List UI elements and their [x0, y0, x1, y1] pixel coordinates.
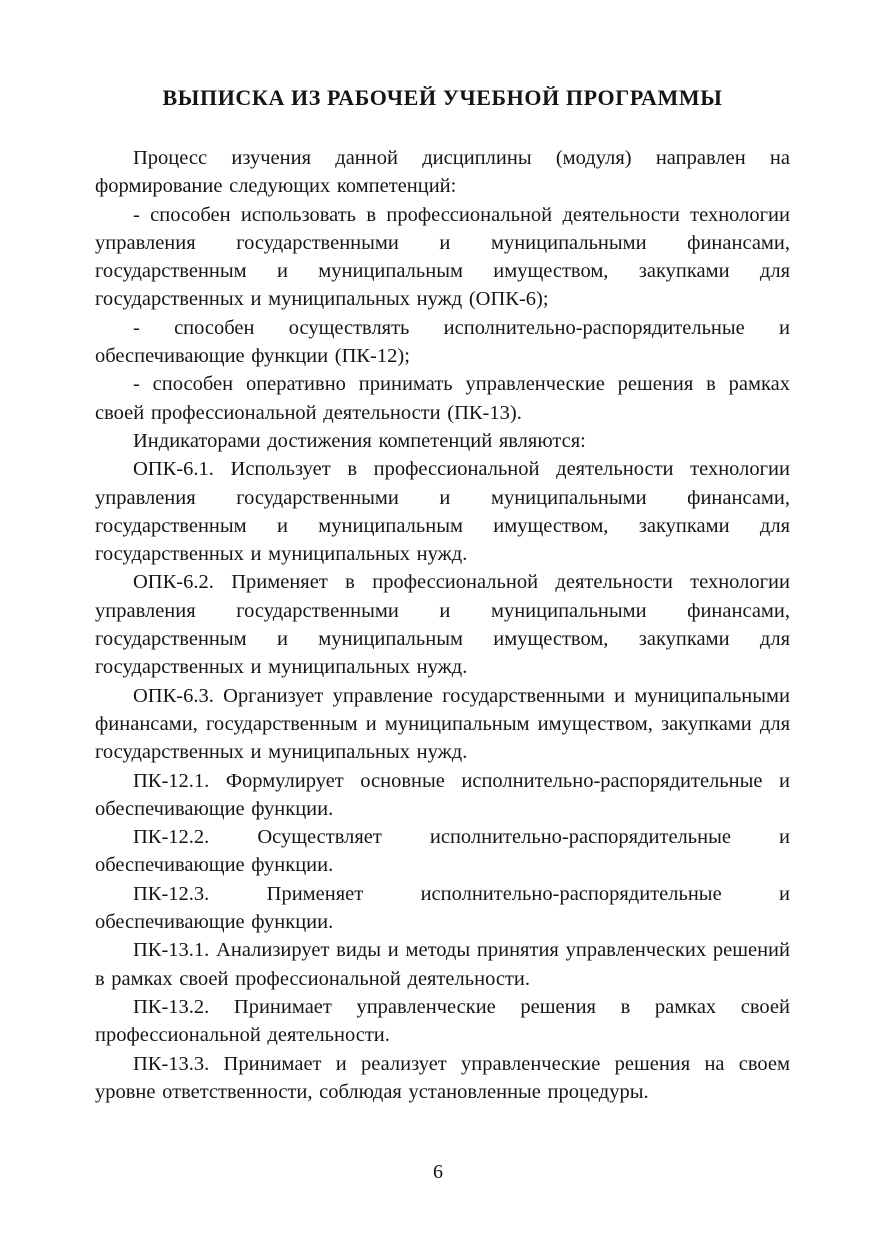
- document-body: [95, 144, 790, 1106]
- paragraph: ПК-12.1. Формулирует основные исполнительно-распорядительные и обеспечивающие функции.: [95, 769, 790, 820]
- paragraph: - способен осуществлять исполнительно-распорядительные и обеспечивающие функции (ПК-12);: [95, 316, 790, 368]
- page-number: 6: [433, 1161, 443, 1183]
- paragraph: - способен использовать в профессиональной деятельности технологии управления государственными и муниципальными финансами, государственным и муниципальным имуществом, закупками для государственных и муниципальных нужд (ОПК-6);: [95, 203, 790, 311]
- paragraph: ОПК-6.1. Использует в профессиональной деятельности технологии управления государственными и муниципальными финансами, государственным и муниципальным имуществом, закупками для государственных и муниципальных нужд.: [95, 458, 790, 566]
- paragraph: Индикаторами достижения компетенций являются:: [133, 429, 586, 452]
- paragraph: Процесс изучения данной дисциплины (модуля) направлен на формирование следующих компетенций:: [95, 147, 790, 198]
- paragraph: ОПК-6.2. Применяет в профессиональной деятельности технологии управления государственными и муниципальными финансами, государственным и муниципальным имуществом, закупками для государственных и муниципальных нужд.: [95, 571, 790, 679]
- paragraph: ПК-13.2. Принимает управленческие решения в рамках своей профессиональной деятельности.: [95, 995, 790, 1047]
- paragraph: ПК-12.2. Осуществляет исполнительно-распорядительные и обеспечивающие функции.: [95, 826, 790, 877]
- paragraph: - способен оперативно принимать управленческие решения в рамках своей профессиональной деятельности (ПК-13).: [95, 373, 790, 424]
- paragraph: ПК-13.3. Принимает и реализует управленческие решения на своем уровне ответственности, соблюдая установленные процедуры.: [95, 1052, 790, 1103]
- page-title: ВЫПИСКА ИЗ РАБОЧЕЙ УЧЕБНОЙ ПРОГРАММЫ: [162, 85, 723, 110]
- paragraph: ПК-12.3. Применяет исполнительно-распорядительные и обеспечивающие функции.: [95, 882, 790, 934]
- paragraph: ПК-13.1. Анализирует виды и методы принятия управленческих решений в рамках своей профессиональной деятельности.: [95, 939, 790, 990]
- paragraph: ОПК-6.3. Организует управление государственными и муниципальными финансами, государственным и муниципальным имуществом, закупками для государственных и муниципальных нужд.: [95, 684, 790, 764]
